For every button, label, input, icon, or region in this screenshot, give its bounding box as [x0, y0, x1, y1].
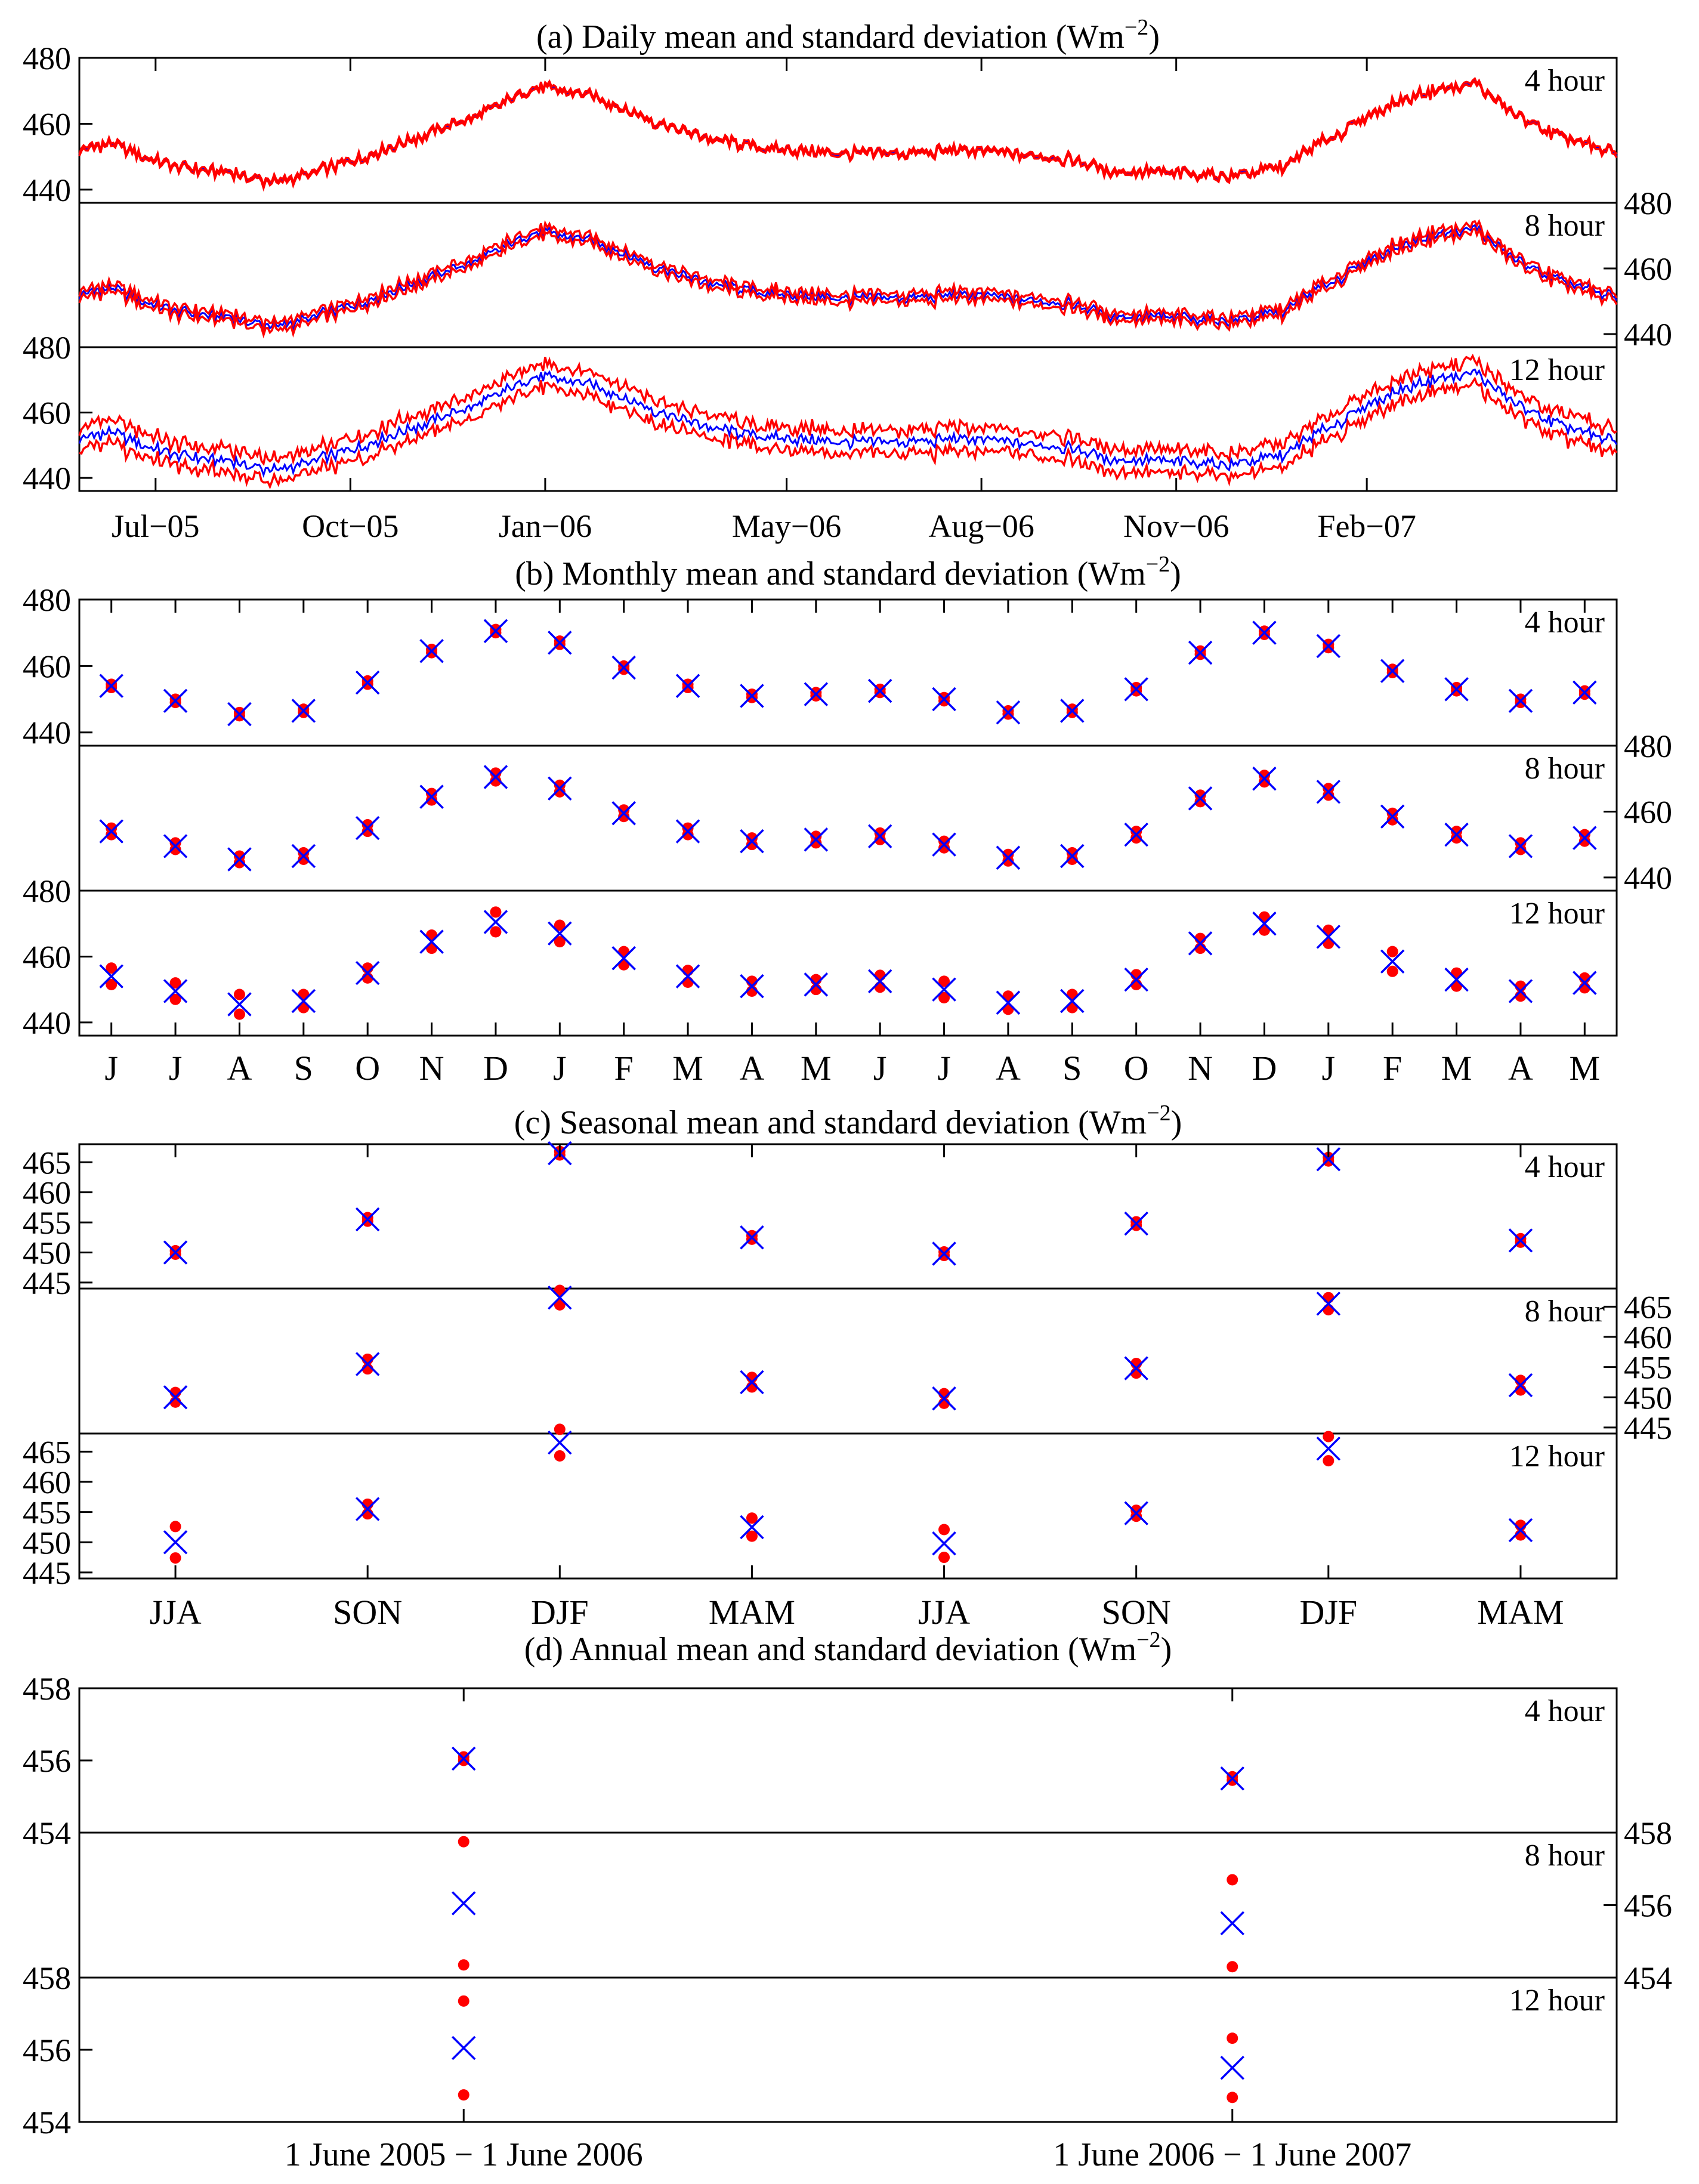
- y-tick-label: 458: [23, 1960, 71, 1996]
- std-lower-dot: [1323, 642, 1334, 653]
- std-upper-dot: [938, 1524, 950, 1535]
- x-tick-label: D: [1252, 1049, 1277, 1088]
- x-tick-label: A: [1508, 1049, 1533, 1088]
- y-tick-label: 460: [23, 1175, 71, 1211]
- subplot-12-hour: [23, 330, 1617, 496]
- std-lower-dot: [1130, 1220, 1142, 1231]
- std-lower-dot: [362, 1216, 373, 1227]
- y-tick-label: 456: [1624, 1888, 1672, 1924]
- axes-frame: [79, 1833, 1617, 1978]
- std-upper-dot: [682, 965, 694, 976]
- y-tick-label: 480: [23, 582, 71, 618]
- mean-marker: [100, 675, 123, 697]
- y-tick-label: 455: [1624, 1349, 1672, 1386]
- panel-title: (a) Daily mean and standard deviation $(Wm^{-2})$: [536, 15, 1160, 55]
- y-tick-label: 440: [23, 1005, 71, 1041]
- mean-marker: [1125, 678, 1148, 700]
- mean-marker: [997, 701, 1020, 724]
- panel-title: (c) Seasonal mean and standard deviation $(Wm^{-2})$: [514, 1101, 1182, 1141]
- y-tick-label: 480: [23, 41, 71, 76]
- y-tick-label: 454: [23, 1815, 71, 1851]
- std-upper-dot: [458, 1995, 469, 2007]
- std-lower-dot: [170, 697, 181, 708]
- x-tick-label: S: [294, 1049, 313, 1088]
- x-tick-label: J: [168, 1049, 183, 1088]
- std-lower-dot: [1259, 629, 1270, 640]
- mean-marker: [869, 679, 891, 702]
- y-tick-label: 460: [23, 395, 71, 431]
- y-tick-label: 460: [1624, 794, 1672, 830]
- x-tick-label: J: [873, 1049, 887, 1088]
- std-lower-dot: [682, 977, 694, 988]
- y-tick-label: 460: [23, 106, 71, 143]
- x-tick-label: A: [739, 1049, 765, 1088]
- mean-marker: [452, 1747, 475, 1770]
- axes-frame: [79, 347, 1617, 491]
- std-lower-dot: [682, 682, 694, 693]
- std-lower-dot: [1387, 667, 1398, 678]
- mean-marker: [452, 1892, 475, 1914]
- mean-marker: [933, 1243, 956, 1265]
- std-lower-dot: [875, 687, 886, 698]
- y-tick-label: 465: [1624, 1289, 1672, 1326]
- mean-marker: [1317, 635, 1340, 657]
- upper-std-line: [79, 221, 1617, 328]
- mean-marker: [1221, 1767, 1244, 1790]
- mean-marker: [805, 683, 827, 706]
- y-tick-label: 455: [23, 1494, 71, 1531]
- std-lower-dot: [458, 2089, 469, 2100]
- x-tick-label: Aug−06: [928, 508, 1034, 544]
- std-lower-dot: [554, 1450, 566, 1462]
- std-lower-dot: [170, 1249, 181, 1260]
- std-lower-dot: [810, 690, 821, 702]
- subplot-8-hour: [79, 1285, 1672, 1446]
- x-tick-label: N: [419, 1049, 444, 1088]
- mean-marker: [1381, 660, 1404, 682]
- x-tick-label: O: [355, 1049, 381, 1088]
- x-tick-label: M: [672, 1049, 703, 1088]
- std-lower-dot: [1195, 648, 1206, 660]
- subplot-label: 8 hour: [1524, 1839, 1605, 1873]
- subplot-8-hour: [79, 1815, 1672, 1996]
- x-tick-label: MAM: [708, 1593, 795, 1632]
- axes-frame: [79, 891, 1617, 1036]
- std-upper-dot: [1227, 2032, 1238, 2044]
- mean-marker: [1221, 2056, 1244, 2079]
- std-lower-dot: [170, 1552, 181, 1564]
- std-lower-dot: [490, 926, 501, 938]
- mean-marker: [164, 1241, 187, 1264]
- axes-frame: [79, 600, 1617, 746]
- mean-marker: [1253, 622, 1275, 644]
- axes-frame: [79, 746, 1617, 891]
- std-lower-dot: [746, 692, 758, 703]
- std-lower-dot: [1227, 1961, 1238, 1972]
- x-tick-label: Feb−07: [1317, 508, 1416, 544]
- y-tick-label: 456: [23, 1743, 71, 1779]
- x-tick-label: S: [1062, 1049, 1082, 1088]
- subplot-12-hour: [23, 1423, 1617, 1590]
- y-tick-label: 440: [23, 715, 71, 751]
- std-lower-dot: [1130, 685, 1142, 697]
- y-tick-label: 445: [23, 1555, 71, 1591]
- std-lower-dot: [554, 639, 566, 650]
- subplot-4-hour: [23, 41, 1617, 208]
- y-tick-label: 460: [23, 648, 71, 685]
- x-tick-label: J: [553, 1049, 567, 1088]
- mean-marker: [1221, 1912, 1244, 1935]
- std-upper-dot: [458, 1836, 469, 1848]
- x-tick-label: Oct−05: [302, 508, 399, 544]
- upper-std-line: [79, 79, 1617, 186]
- mean-marker: [228, 703, 251, 725]
- x-tick-label: SON: [1101, 1593, 1171, 1632]
- subplot-label: 4 hour: [1524, 1150, 1605, 1184]
- x-tick-label: 1 June 2005 − 1 June 2006: [284, 2136, 643, 2173]
- x-tick-label: DJF: [1299, 1593, 1358, 1632]
- subplot-label: 8 hour: [1524, 209, 1605, 243]
- y-tick-label: 440: [23, 461, 71, 497]
- subplot-label: 8 hour: [1524, 752, 1605, 786]
- subplot-4-hour: [23, 582, 1617, 751]
- mean-marker: [676, 675, 699, 697]
- x-tick-label: F: [614, 1049, 634, 1088]
- axes-frame: [79, 1144, 1617, 1289]
- panel-title: (d) Annual mean and standard deviation $(Wm^{-2})$: [524, 1627, 1172, 1668]
- x-tick-label: M: [1441, 1049, 1472, 1088]
- x-tick-label: M: [801, 1049, 832, 1088]
- x-tick-label: J: [1321, 1049, 1336, 1088]
- mean-marker: [452, 2037, 475, 2059]
- std-lower-dot: [458, 1959, 469, 1970]
- std-lower-dot: [746, 1234, 758, 1245]
- y-tick-label: 440: [1624, 317, 1672, 353]
- std-lower-dot: [1515, 697, 1526, 708]
- subplot-label: 4 hour: [1524, 64, 1605, 98]
- axes-frame: [79, 1688, 1617, 1833]
- mean-marker: [421, 640, 443, 662]
- y-tick-label: 440: [23, 172, 71, 208]
- std-upper-dot: [875, 969, 886, 981]
- x-tick-label: JJA: [918, 1593, 971, 1632]
- y-tick-label: 458: [23, 1671, 71, 1707]
- mean-marker: [1509, 690, 1532, 712]
- std-lower-dot: [1227, 1775, 1238, 1786]
- mean-marker: [933, 688, 956, 711]
- mean-marker: [164, 690, 187, 712]
- mean-marker: [933, 1532, 956, 1555]
- x-tick-label: JJA: [149, 1593, 202, 1632]
- y-tick-label: 445: [23, 1265, 71, 1301]
- std-lower-dot: [1579, 688, 1590, 700]
- subplot-4-hour: [23, 1671, 1617, 1851]
- y-tick-label: 480: [1624, 728, 1672, 764]
- mean-marker: [356, 671, 379, 694]
- y-tick-label: 460: [23, 1465, 71, 1500]
- x-tick-label: J: [937, 1049, 951, 1088]
- std-lower-dot: [938, 1552, 950, 1563]
- mean-marker: [164, 1531, 187, 1553]
- axes-frame: [79, 58, 1617, 203]
- std-lower-dot: [458, 1755, 469, 1766]
- subplot-8-hour: [79, 186, 1672, 353]
- mean-marker: [613, 656, 635, 679]
- y-tick-label: 460: [1624, 1320, 1672, 1355]
- subplot-label: 12 hour: [1509, 897, 1605, 931]
- subplot-12-hour: [23, 1960, 1617, 2140]
- std-upper-dot: [234, 988, 245, 1000]
- std-lower-dot: [1002, 709, 1014, 720]
- mean-marker: [292, 700, 315, 722]
- x-tick-label: SON: [333, 1593, 403, 1632]
- x-tick-label: J: [104, 1049, 118, 1088]
- panel-b: [23, 552, 1672, 1088]
- x-tick-label: M: [1569, 1049, 1601, 1088]
- std-upper-dot: [1387, 946, 1398, 957]
- std-lower-dot: [298, 707, 309, 718]
- std-upper-dot: [1227, 1874, 1238, 1885]
- y-tick-label: 460: [1624, 251, 1672, 287]
- std-upper-dot: [1323, 1431, 1334, 1442]
- subplot-12-hour: [23, 873, 1617, 1041]
- subplot-label: 4 hour: [1524, 1694, 1605, 1728]
- mean-marker: [740, 1226, 763, 1249]
- std-lower-dot: [875, 981, 886, 993]
- y-tick-label: 454: [1624, 1960, 1672, 1996]
- x-tick-label: DJF: [530, 1593, 589, 1632]
- std-lower-dot: [490, 627, 501, 638]
- x-tick-label: F: [1383, 1049, 1403, 1088]
- mean-marker: [1573, 681, 1596, 704]
- axes-frame: [79, 1978, 1617, 2122]
- std-lower-dot: [1387, 966, 1398, 977]
- y-tick-label: 480: [1624, 186, 1672, 221]
- x-tick-label: May−06: [731, 508, 842, 544]
- x-tick-label: MAM: [1477, 1593, 1564, 1632]
- std-upper-dot: [1323, 1292, 1334, 1303]
- x-tick-label: N: [1188, 1049, 1213, 1088]
- axes-frame: [79, 203, 1617, 347]
- y-tick-label: 460: [23, 939, 71, 975]
- std-lower-dot: [426, 647, 437, 659]
- std-lower-dot: [938, 695, 950, 706]
- y-tick-label: 458: [1624, 1815, 1672, 1851]
- x-tick-label: Nov−06: [1123, 508, 1230, 544]
- x-tick-label: D: [483, 1049, 508, 1088]
- mean-marker: [740, 684, 763, 707]
- subplot-4-hour: [23, 1142, 1617, 1301]
- panel-title: (b) Monthly mean and standard deviation $(Wm^{-2})$: [515, 552, 1181, 592]
- mean-marker: [548, 631, 571, 654]
- x-tick-label: 1 June 2006 − 1 June 2007: [1053, 2136, 1412, 2173]
- subplot-label: 12 hour: [1509, 353, 1605, 387]
- y-tick-label: 450: [23, 1235, 71, 1271]
- mean-marker: [356, 1208, 379, 1231]
- std-lower-dot: [1323, 1304, 1334, 1315]
- y-tick-label: 450: [23, 1525, 71, 1561]
- std-lower-dot: [1067, 707, 1078, 718]
- panel-a: [23, 15, 1672, 544]
- std-lower-dot: [938, 1250, 950, 1261]
- x-tick-label: A: [227, 1049, 252, 1088]
- x-tick-label: O: [1123, 1049, 1149, 1088]
- y-tick-label: 465: [23, 1434, 71, 1471]
- std-lower-dot: [1227, 2092, 1238, 2103]
- std-upper-dot: [170, 1521, 181, 1532]
- panel-d: [23, 1627, 1672, 2173]
- y-tick-label: 456: [23, 2032, 71, 2068]
- std-lower-dot: [234, 710, 245, 721]
- std-lower-dot: [234, 1009, 245, 1020]
- std-upper-dot: [490, 906, 501, 918]
- y-tick-label: 454: [23, 2105, 71, 2140]
- mean-line: [79, 81, 1617, 187]
- mean-marker: [1189, 641, 1212, 664]
- x-tick-label: A: [995, 1049, 1021, 1088]
- std-lower-dot: [106, 682, 117, 693]
- subplot-8-hour: [79, 728, 1672, 896]
- y-tick-label: 480: [23, 330, 71, 366]
- x-tick-label: Jan−06: [498, 508, 592, 544]
- std-lower-dot: [1451, 685, 1462, 697]
- mean-marker: [1125, 1212, 1148, 1235]
- mean-marker: [1061, 700, 1083, 722]
- mean-marker: [1509, 1229, 1532, 1252]
- y-tick-label: 480: [23, 873, 71, 909]
- subplot-label: 12 hour: [1509, 1984, 1605, 2018]
- axes-frame: [79, 1289, 1617, 1434]
- y-tick-label: 450: [1624, 1380, 1672, 1416]
- y-tick-label: 445: [1624, 1410, 1672, 1446]
- panel-c: [23, 1101, 1672, 1632]
- axes-frame: [79, 1434, 1617, 1578]
- std-lower-dot: [1323, 1455, 1334, 1466]
- subplot-label: 8 hour: [1524, 1295, 1605, 1329]
- std-lower-dot: [362, 678, 373, 690]
- std-lower-dot: [1515, 1237, 1526, 1248]
- y-tick-label: 440: [1624, 860, 1672, 896]
- mean-line: [79, 369, 1617, 475]
- y-tick-label: 465: [23, 1145, 71, 1181]
- subplot-label: 4 hour: [1524, 606, 1605, 640]
- subplot-label: 12 hour: [1509, 1439, 1605, 1473]
- std-upper-dot: [554, 1423, 566, 1435]
- y-tick-label: 455: [23, 1205, 71, 1241]
- mean-marker: [1445, 678, 1468, 700]
- x-tick-label: Jul−05: [112, 508, 200, 544]
- mean-marker: [484, 620, 507, 642]
- std-lower-dot: [618, 663, 629, 675]
